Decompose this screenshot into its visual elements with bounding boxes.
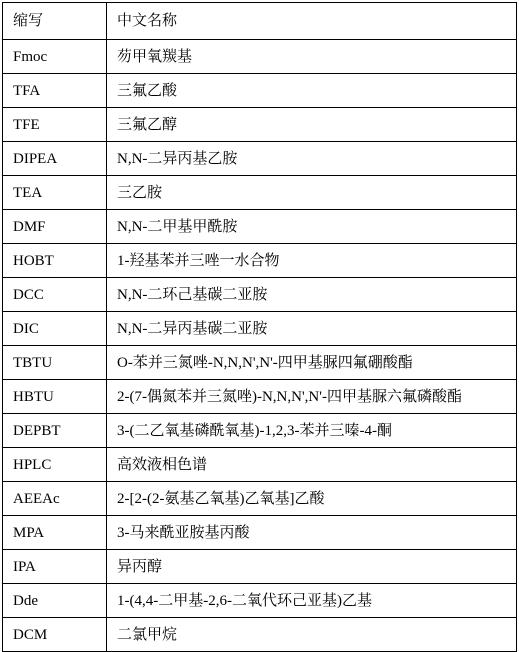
- table-row: [3, 550, 517, 584]
- chinese-name-cell: 高效液相色谱: [107, 448, 517, 482]
- table-row: [3, 142, 517, 176]
- chinese-name-cell: 3-马来酰亚胺基丙酸: [107, 516, 517, 550]
- chinese-name-cell: 芴甲氧羰基: [107, 40, 517, 74]
- abbreviation-cell: DMF: [3, 210, 107, 244]
- table-row: [3, 108, 517, 142]
- abbreviation-cell: MPA: [3, 516, 107, 550]
- abbreviation-cell: TFE: [3, 108, 107, 142]
- chinese-name-cell: N,N-二异丙基碳二亚胺: [107, 312, 517, 346]
- table-row: [3, 312, 517, 346]
- chinese-name-cell: 1-(4,4-二甲基-2,6-二氧代环己亚基)乙基: [107, 584, 517, 618]
- header-abbreviation: 缩写: [3, 3, 107, 40]
- table-row: [3, 244, 517, 278]
- chinese-name-cell: 三乙胺: [107, 176, 517, 210]
- table-header-row: [3, 3, 517, 40]
- abbreviation-cell: DCM: [3, 618, 107, 652]
- chinese-name-cell: 1-羟基苯并三唑一水合物: [107, 244, 517, 278]
- abbreviation-cell: DIPEA: [3, 142, 107, 176]
- table-row: [3, 516, 517, 550]
- table-row: [3, 74, 517, 108]
- chinese-name-cell: N,N-二甲基甲酰胺: [107, 210, 517, 244]
- abbreviation-cell: HOBT: [3, 244, 107, 278]
- abbreviation-table: [2, 2, 517, 652]
- chinese-name-cell: 3-(二乙氧基磷酰氧基)-1,2,3-苯并三嗪-4-酮: [107, 414, 517, 448]
- abbreviation-cell: TEA: [3, 176, 107, 210]
- chinese-name-cell: N,N-二异丙基乙胺: [107, 142, 517, 176]
- table-row: [3, 448, 517, 482]
- abbreviation-cell: HBTU: [3, 380, 107, 414]
- chinese-name-cell: 三氟乙酸: [107, 74, 517, 108]
- chinese-name-cell: 三氟乙醇: [107, 108, 517, 142]
- chinese-name-cell: 2-[2-(2-氨基乙氧基)乙氧基]乙酸: [107, 482, 517, 516]
- table-row: [3, 584, 517, 618]
- abbreviation-cell: TBTU: [3, 346, 107, 380]
- chinese-name-cell: N,N-二环己基碳二亚胺: [107, 278, 517, 312]
- table-row: [3, 278, 517, 312]
- table-row: [3, 346, 517, 380]
- chinese-name-cell: 异丙醇: [107, 550, 517, 584]
- table-row: [3, 414, 517, 448]
- abbreviation-cell: Fmoc: [3, 40, 107, 74]
- chinese-name-cell: 2-(7-偶氮苯并三氮唑)-N,N,N',N'-四甲基脲六氟磷酸酯: [107, 380, 517, 414]
- chinese-name-cell: O-苯并三氮唑-N,N,N',N'-四甲基脲四氟硼酸酯: [107, 346, 517, 380]
- table-row: [3, 618, 517, 652]
- table-row: [3, 380, 517, 414]
- header-chinese-name: 中文名称: [107, 3, 517, 40]
- table-row: [3, 482, 517, 516]
- abbreviation-cell: DIC: [3, 312, 107, 346]
- table-row: [3, 210, 517, 244]
- abbreviation-cell: DCC: [3, 278, 107, 312]
- abbreviation-cell: AEEAc: [3, 482, 107, 516]
- abbreviation-cell: DEPBT: [3, 414, 107, 448]
- chinese-name-cell: 二氯甲烷: [107, 618, 517, 652]
- table-row: [3, 176, 517, 210]
- abbreviation-cell: HPLC: [3, 448, 107, 482]
- abbreviation-cell: IPA: [3, 550, 107, 584]
- abbreviation-cell: TFA: [3, 74, 107, 108]
- abbreviation-cell: Dde: [3, 584, 107, 618]
- table-row: [3, 40, 517, 74]
- table-body: [3, 3, 517, 652]
